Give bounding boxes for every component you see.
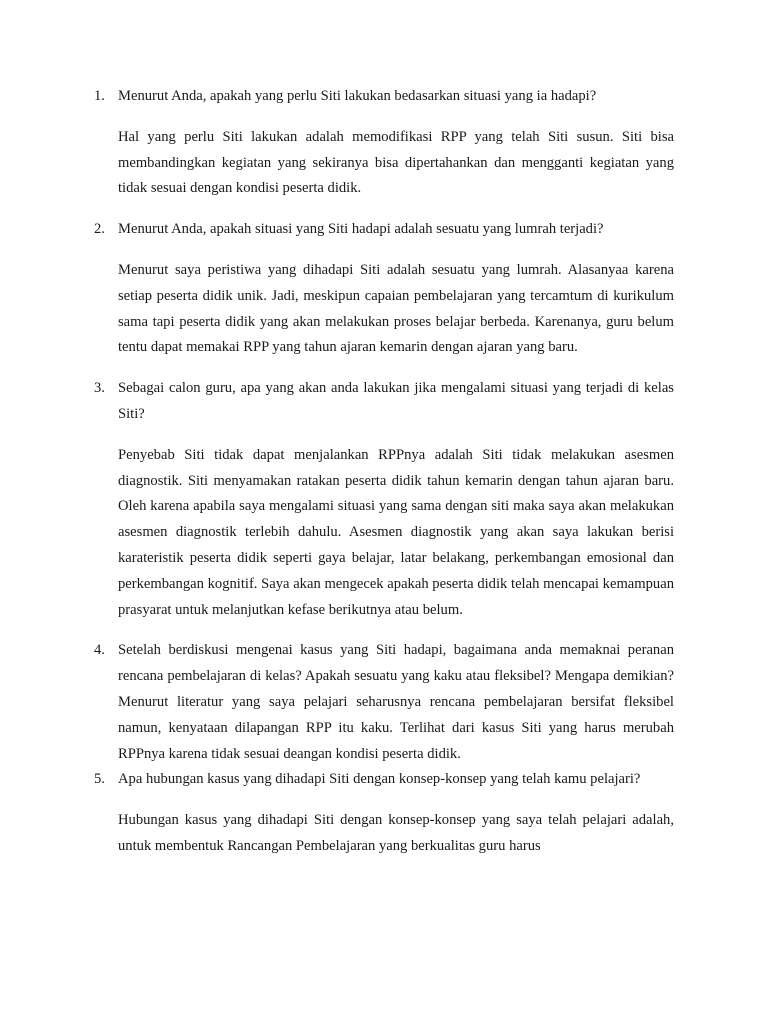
question-text: Menurut Anda, apakah yang perlu Siti lakukan bedasarkan situasi yang ia hadapi? (118, 88, 597, 104)
list-item (94, 376, 674, 623)
question-text: Apa hubungan kasus yang dihadapi Siti dengan konsep-konsep yang telah kamu pelajari? (118, 771, 641, 788)
answer-text: Menurut saya peristiwa yang dihadapi Siti adalah sesuatu yang lumrah. Alasanyaa karena setiap peserta didik unik. Jadi, meskipun capaian pembelajaran yang tercamtum di kurikulum sama tapi peserta didik yang akan melakukan proses belajar berbeda. Karenanya, guru belum tentu dapat memakai RPP yang tahun ajaran kemarin dengan ajaran yang baru. (118, 261, 674, 356)
item-number: 5. (94, 771, 105, 788)
question-text: Setelah berdiskusi mengenai kasus yang Siti hadapi, bagaimana anda memaknai peranan rencana pembelajaran di kelas? Apakah sesuatu yang kaku atau fleksibel? Mengapa demikian? Menurut literatur yang saya pelajari seharusnya rencana pembelajaran bersifat fleksibel namun, kenyataan dilapangan RPP itu kaku. Terlihat dari kasus Siti yang harus merubah RPPnya karena tidak sesuai deangan kondisi peserta didik. (118, 642, 674, 762)
answer-text: Hal yang perlu Siti lakukan adalah memodifikasi RPP yang telah Siti susun. Siti bisa membandingkan kegiatan yang sekiranya bisa dipertahankan dan mengganti kegiatan yang tidak sesuai dengan kondisi peserta didik. (118, 128, 674, 197)
list-item (94, 767, 674, 859)
answer-text: Hubungan kasus yang dihadapi Siti dengan konsep-konsep yang saya telah pelajari adalah, untuk membentuk Rancangan Pembelajaran yang berkualitas guru harus (118, 812, 674, 854)
item-number: 1. (94, 88, 105, 104)
list-item (94, 638, 674, 767)
question-text: Sebagai calon guru, apa yang akan anda lakukan jika mengalami situasi yang terjadi di kelas Siti? (118, 380, 674, 422)
item-number: 4. (94, 642, 105, 659)
list-item (94, 84, 674, 202)
list-item (94, 217, 674, 361)
answer-text: Penyebab Siti tidak dapat menjalankan RPPnya adalah Siti tidak melakukan asesmen diagnostik. Siti menyamakan ratakan peserta didik tahun kemarin dengan tahun ajaran baru. Oleh karena apabila saya mengalami situasi yang sama dengan siti maka saya akan melakukan asesmen diagnostik terlebih dahulu. Asesmen diagnostik yang akan saya lakukan berisi karateristik peserta didik seperti gaya belajar, latar belakang, perkembangan emosional dan perkembangan kognitif. Saya akan mengecek apakah peserta didik telah mencapai kemampuan prasyarat untuk melanjutkan kefase berikutnya atau belum. (118, 446, 674, 618)
question-text: Menurut Anda, apakah situasi yang Siti hadapi adalah sesuatu yang lumrah terjadi? (118, 221, 604, 238)
item-number: 3. (94, 380, 105, 397)
item-number: 2. (94, 221, 105, 238)
